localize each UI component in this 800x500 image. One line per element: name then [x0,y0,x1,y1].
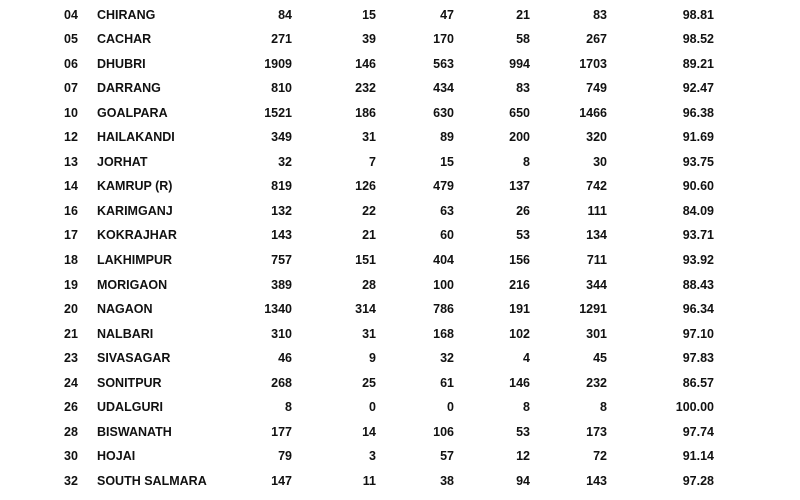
district-code-cell: 30 [64,449,78,464]
value-cell-col5: 30 [593,154,607,169]
district-name-cell: NALBARI [97,326,154,341]
value-cell-col3: 479 [433,179,454,194]
value-cell-col5: 749 [586,81,607,96]
value-cell-col2: 3 [369,449,376,464]
table-row [0,101,800,126]
district-name-cell: BISWANATH [97,424,172,439]
percentage-cell: 89.21 [682,56,714,71]
value-cell-col3: 563 [433,56,454,71]
value-cell-col4: 12 [516,449,530,464]
value-cell-col2: 39 [362,32,376,47]
value-cell-col1: 757 [271,253,292,267]
value-cell-col4: 4 [523,351,530,366]
value-cell-col1: 177 [271,424,292,439]
value-cell-col4: 53 [516,228,530,243]
value-cell-col3: 0 [447,400,454,415]
district-code-cell: 28 [64,424,78,439]
value-cell-col5: 45 [593,351,607,366]
district-code-cell: 21 [64,326,78,341]
value-cell-col5: 83 [593,7,607,22]
district-code-cell: 20 [64,302,78,317]
value-cell-col4: 200 [509,130,530,145]
value-cell-col3: 57 [440,449,454,464]
value-cell-col3: 32 [440,351,454,366]
table-row [0,322,800,347]
table-row [0,150,800,175]
district-code-cell: 12 [64,130,78,145]
value-cell-col2: 14 [362,424,376,439]
value-cell-col4: 8 [523,400,530,415]
value-cell-col2: 15 [362,7,376,22]
percentage-cell: 88.43 [682,277,714,292]
table-row [0,297,800,322]
percentage-cell: 90.60 [682,179,714,194]
value-cell-col2: 126 [355,179,376,194]
value-cell-col3: 15 [440,154,454,169]
value-cell-col2: 21 [362,228,376,243]
value-cell-col3: 434 [433,81,454,96]
value-cell-col2: 31 [362,326,376,341]
value-cell-col4: 146 [509,375,530,390]
value-cell-col5: 1703 [579,56,607,71]
table-row [0,223,800,248]
district-code-cell: 19 [64,277,78,292]
value-cell-col5: 320 [586,130,607,145]
value-cell-col3: 100 [433,277,454,292]
value-cell-col3: 38 [440,473,454,488]
value-cell-col5: 111 [587,203,607,218]
table-row [0,3,800,28]
value-cell-col3: 404 [433,253,454,267]
value-cell-col4: 137 [509,179,530,194]
value-cell-col4: 994 [509,56,530,71]
value-cell-col1: 1521 [264,105,292,120]
district-code-cell: 23 [64,351,78,366]
district-name-cell: KAMRUP (R) [97,179,173,194]
value-cell-col1: 8 [285,400,292,415]
value-cell-col2: 31 [362,130,376,145]
value-cell-col1: 79 [278,449,292,464]
value-cell-col2: 25 [362,375,376,390]
value-cell-col3: 63 [440,203,454,218]
value-cell-col4: 156 [509,253,530,267]
value-cell-col1: 389 [271,277,292,292]
value-cell-col3: 786 [433,302,454,317]
percentage-cell: 93.71 [682,228,714,243]
district-name-cell: NAGAON [97,302,153,317]
value-cell-col5: 301 [586,326,607,341]
value-cell-col4: 58 [516,32,530,47]
value-cell-col3: 170 [433,32,454,47]
value-cell-col3: 89 [440,130,454,145]
percentage-cell: 97.74 [682,424,714,439]
value-cell-col4: 26 [516,203,530,218]
table-row [0,273,800,298]
table-row [0,248,800,273]
value-cell-col3: 47 [440,7,454,22]
value-cell-col5: 344 [586,277,607,292]
value-cell-col3: 168 [433,326,454,341]
value-cell-col4: 53 [516,424,530,439]
table-row [0,125,800,150]
value-cell-col4: 102 [509,326,530,341]
percentage-cell: 98.52 [682,32,714,47]
table-row [0,395,800,420]
value-cell-col4: 21 [516,7,530,22]
value-cell-col1: 46 [278,351,292,366]
percentage-cell: 84.09 [682,203,714,218]
district-name-cell: CHIRANG [97,7,156,22]
district-name-cell: LAKHIMPUR [97,253,172,267]
value-cell-col5: 742 [586,179,607,194]
value-cell-col3: 106 [433,424,454,439]
table-row [0,420,800,445]
percentage-cell: 93.92 [682,253,714,267]
value-cell-col1: 84 [278,7,292,22]
value-cell-col5: 8 [600,400,607,415]
district-name-cell: HAILAKANDI [97,130,175,145]
value-cell-col2: 7 [369,154,376,169]
percentage-cell: 91.14 [682,449,714,464]
district-code-cell: 05 [64,32,78,47]
district-code-cell: 24 [64,375,78,390]
value-cell-col1: 147 [271,473,292,488]
value-cell-col3: 60 [440,228,454,243]
value-cell-col4: 8 [523,154,530,169]
value-cell-col4: 191 [509,302,530,317]
value-cell-col5: 134 [586,228,607,243]
district-code-cell: 16 [64,203,78,218]
table-row [0,76,800,101]
value-cell-col5: 1466 [579,105,607,120]
district-name-cell: GOALPARA [97,105,168,120]
district-code-cell: 14 [64,179,78,194]
district-name-cell: KARIMGANJ [97,203,173,218]
value-cell-col2: 232 [355,81,376,96]
value-cell-col5: 232 [586,375,607,390]
value-cell-col5: 143 [586,473,607,488]
value-cell-col1: 810 [271,81,292,96]
value-cell-col2: 0 [369,400,376,415]
value-cell-col1: 32 [278,154,292,169]
table-row [0,469,800,494]
district-name-cell: KOKRAJHAR [97,228,177,243]
value-cell-col4: 94 [516,473,530,488]
percentage-cell: 92.47 [682,81,714,96]
table-row [0,174,800,199]
percentage-cell: 97.10 [682,326,714,341]
value-cell-col1: 349 [271,130,292,145]
value-cell-col2: 151 [355,253,376,267]
district-name-cell: SIVASAGAR [97,351,171,366]
value-cell-col5: 72 [593,449,607,464]
table-row [0,371,800,396]
value-cell-col2: 22 [362,203,376,218]
percentage-cell: 97.83 [682,351,714,366]
value-cell-col2: 11 [362,473,376,488]
district-name-cell: DHUBRI [97,56,146,71]
value-cell-col5: 173 [586,424,607,439]
district-code-cell: 06 [64,56,78,71]
district-code-cell: 07 [64,81,78,96]
value-cell-col1: 268 [271,375,292,390]
value-cell-col1: 1340 [264,302,292,317]
value-cell-col5: 267 [586,32,607,47]
percentage-cell: 86.57 [682,375,714,390]
percentage-cell: 91.69 [682,130,714,145]
table-row [0,27,800,52]
percentage-cell: 97.28 [682,473,714,488]
value-cell-col2: 314 [355,302,376,317]
value-cell-col4: 650 [509,105,530,120]
table-row [0,199,800,224]
district-code-cell: 10 [64,105,78,120]
percentage-cell: 96.34 [682,302,714,317]
percentage-cell: 98.81 [682,7,714,22]
district-name-cell: CACHAR [97,32,152,47]
value-cell-col1: 143 [271,228,292,243]
value-cell-col2: 186 [355,105,376,120]
value-cell-col3: 630 [433,105,454,120]
value-cell-col1: 271 [271,32,292,47]
district-code-cell: 18 [64,253,78,267]
district-name-cell: DARRANG [97,81,161,96]
district-code-cell: 13 [64,154,78,169]
value-cell-col1: 1909 [264,56,292,71]
value-cell-col1: 132 [271,203,292,218]
district-name-cell: MORIGAON [97,277,168,292]
district-code-cell: 26 [64,400,78,415]
value-cell-col3: 61 [440,375,454,390]
percentage-cell: 96.38 [682,105,714,120]
value-cell-col4: 83 [516,81,530,96]
value-cell-col2: 9 [369,351,376,366]
percentage-cell: 93.75 [682,154,714,169]
value-cell-col2: 28 [362,277,376,292]
table-row [0,52,800,77]
district-code-cell: 32 [64,473,78,488]
district-name-cell: UDALGURI [97,400,163,415]
value-cell-col1: 310 [271,326,292,341]
district-code-cell: 17 [64,228,78,243]
value-cell-col1: 819 [271,179,292,194]
table-row [0,444,800,469]
value-cell-col4: 216 [509,277,530,292]
district-name-cell: SOUTH SALMARA [97,473,207,488]
value-cell-col2: 146 [355,56,376,71]
value-cell-col5: 1291 [579,302,607,317]
district-name-cell: SONITPUR [97,375,162,390]
district-name-cell: JORHAT [97,154,148,169]
value-cell-col5: 711 [586,253,607,267]
percentage-cell: 100.00 [675,400,714,415]
district-name-cell: HOJAI [97,449,136,464]
district-code-cell: 04 [64,7,78,22]
table-row [0,346,800,371]
